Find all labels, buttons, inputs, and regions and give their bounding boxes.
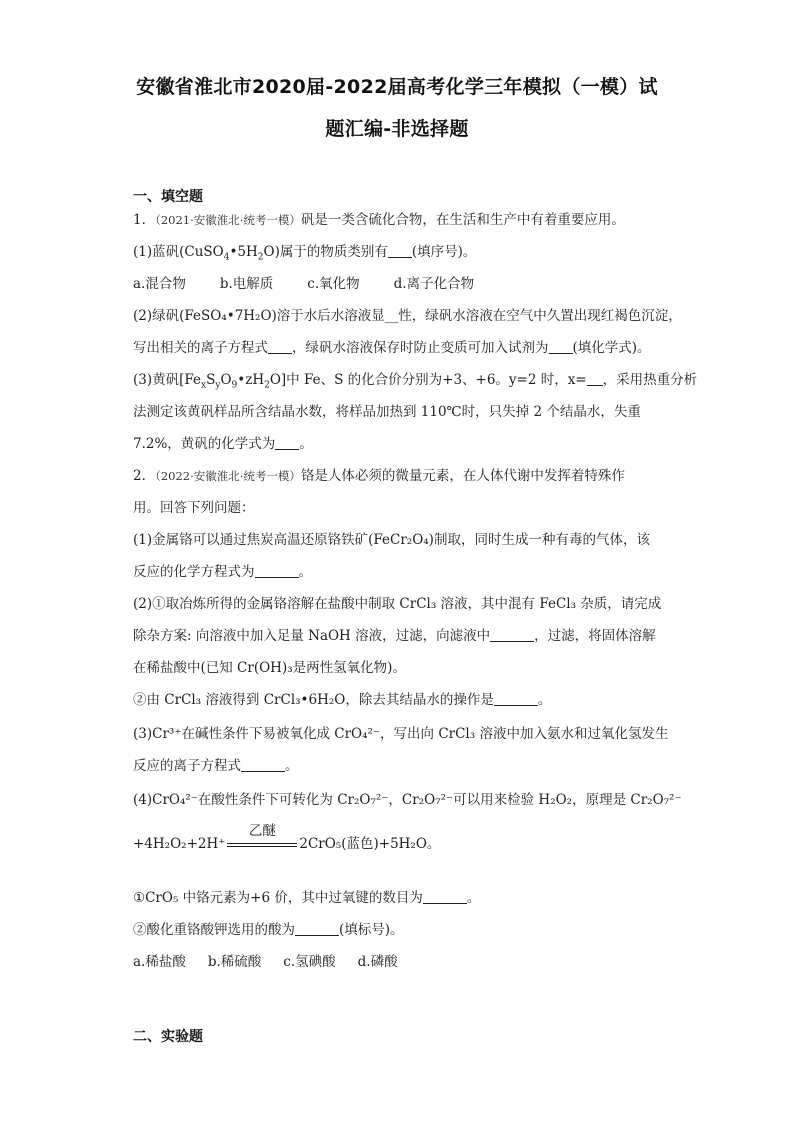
q2-p2-text-c: ②由 CrCl₃ 溶液得到 CrCl₃•6H₂O，除去其结晶水的操作是 [133, 692, 494, 708]
q2-p2-text-b: ，过滤，将固体溶解 [534, 628, 656, 644]
q2-p1-text-b: 。 [298, 564, 312, 580]
q2-number: 2． [133, 468, 156, 484]
q2-option-c[interactable]: c.氢碘酸 [283, 954, 336, 970]
equation-left: +4H₂O₂+2H⁺ [133, 836, 226, 852]
q1-part2-line2 [133, 338, 651, 358]
q2-option-d[interactable]: d.磷酸 [357, 954, 398, 970]
q1-p1-text-a: (1)蓝矾(CuSO [133, 244, 224, 260]
q1-p3-text-e: O]中 Fe、S 的化合价分别为+3、+6。y=2 时，x= [269, 372, 587, 388]
document-title-line2: 题汇编-非选择题 [325, 118, 469, 140]
q1-p3-text-f: ，采用热重分析 [602, 372, 698, 388]
answer-blank[interactable] [423, 889, 467, 904]
q1-stem [133, 210, 625, 230]
q1-p2-text-b: ，绿矾水溶液保存时防止变质可加入试剂为 [292, 340, 549, 356]
document-title-line1: 安徽省淮北市2020届-2022届高考化学三年模拟（一模）试 [136, 76, 658, 98]
q1-p3-text-a: (3)黄矾[Fe [133, 372, 202, 388]
answer-blank[interactable] [490, 627, 534, 642]
answer-blank[interactable] [241, 757, 285, 772]
q1-p2-text-c: (填化学式)。 [572, 340, 651, 356]
q1-option-c[interactable]: c.氧化物 [307, 276, 360, 292]
section-heading-experiment: 二、实验题 [133, 1029, 203, 1045]
q1-part3-line1: (3)黄矾$[Fe_xS_yO_9•zH_2O]$中 Fe、S 的化合价分别为+3、+6。y=2 时，x= ，采用热重分析 [133, 372, 698, 391]
q1-part3-line3 [133, 434, 313, 454]
q1-p1-text-d: (填序号)。 [411, 244, 477, 260]
q2-p2-text-d: 。 [537, 692, 552, 708]
q2-option-b[interactable]: b.稀硫酸 [207, 954, 262, 970]
q2-p3-text-b: 。 [285, 758, 299, 774]
q1-number: 1． [133, 212, 156, 228]
q2-part2-line1: (2)①取冶炼所得的金属铬溶解在盐酸中制取 CrCl₃ 溶液，其中混有 FeCl₃ 杂质，请完成 [133, 596, 662, 612]
q1-p3-text-g: 7.2%，黄矾的化学式为 [133, 436, 276, 452]
q2-part2-line2 [133, 626, 656, 646]
reaction-equation [133, 822, 441, 855]
q2-p4-text-b: 。 [466, 890, 481, 906]
q2-part1-line1: (1)金属铬可以通过焦炭高温还原铬铁矿(FeCr₂O₄)制取，同时生成一种有毒的气体，该 [133, 532, 650, 548]
answer-blank[interactable] [268, 339, 292, 354]
q2-p1-text-a: 反应的化学方程式为 [133, 564, 255, 580]
q1-part3-line2: 法测定该黄矾样品所含结晶水数，将样品加热到 110℃时，只失掉 2 个结晶水，失重 [133, 404, 641, 420]
q2-part2-line4 [133, 690, 551, 710]
answer-blank[interactable] [494, 691, 538, 706]
q2-options [133, 952, 420, 972]
equation-arrow [227, 822, 297, 855]
answer-blank[interactable] [275, 435, 299, 450]
q1-option-b[interactable]: b.电解质 [219, 276, 274, 292]
q1-p3-text-c: O [220, 372, 232, 388]
q2-p4-text-c: ②酸化重铬酸钾选用的酸为 [133, 922, 295, 938]
q2-p2-text-a: 除杂方案: 向溶液中加入足量 NaOH 溶液，过滤，向滤液中 [133, 628, 491, 644]
answer-blank[interactable] [549, 339, 573, 354]
q2-part4-q1 [133, 888, 480, 908]
q1-p3-text-h: 。 [299, 436, 313, 452]
q1-p1-text-c: O)属于的物质类别有 [263, 244, 388, 260]
q1-stem-text: 矾是一类含硫化合物，在生活和生产中有着重要应用。 [300, 212, 625, 228]
answer-blank[interactable] [295, 921, 339, 936]
equation-condition: 乙醚 [248, 822, 276, 839]
q2-part3-line1: (3)Cr³⁺在碱性条件下易被氧化成 CrO₄²⁻，写出向 CrCl₃ 溶液中加入氨水和过氧化氢发生 [133, 726, 669, 742]
q2-stem-text: 铬是人体必须的微量元素，在人体代谢中发挥着特殊作 [300, 468, 625, 484]
q1-p3-text-d: •zH [237, 372, 265, 388]
q1-source: （2021·安徽淮北·统考一模） [155, 213, 301, 227]
answer-blank[interactable] [255, 563, 299, 578]
q1-part1: (1)蓝矾$(CuSO_4•5H_2O)$属于的物质类别有 (填序号)。 [133, 244, 477, 263]
q2-stem-line2: 用。回答下列问题： [133, 500, 255, 516]
q1-option-d[interactable]: d.离子化合物 [393, 276, 475, 292]
q1-p3-text-b: S [206, 372, 216, 388]
q1-part2-line1: (2)绿矾(FeSO₄•7H₂O)溶于水后水溶液显__性，绿矾水溶液在空气中久置出现红褐色沉淀， [133, 308, 682, 324]
q2-source: （2022·安徽淮北·统考一模） [155, 469, 301, 483]
section-heading-fill-in: 一、填空题 [133, 189, 203, 205]
q2-p4-text-a: ①CrO₅ 中铬元素为+6 价，其中过氧键的数目为 [133, 890, 423, 906]
q1-option-a[interactable]: a.混合物 [133, 276, 186, 292]
q2-part3-line2 [133, 756, 299, 776]
q2-part2-line3: 在稀盐酸中(已知 Cr(OH)₃是两性氢氧化物)。 [133, 660, 406, 676]
q2-part1-line2 [133, 562, 312, 582]
q2-p3-text-a: 反应的离子方程式 [133, 758, 241, 774]
q2-option-a[interactable]: a.稀盐酸 [133, 954, 186, 970]
q2-p4-text-d: (填标号)。 [339, 922, 404, 938]
q2-part4-q2 [133, 920, 404, 940]
equation-right: 2CrO₅(蓝色)+5H₂O。 [299, 836, 441, 852]
answer-blank[interactable] [388, 243, 412, 258]
q1-options [133, 274, 508, 294]
q2-part4-line1: (4)CrO₄²⁻在酸性条件下可转化为 Cr₂O₇²⁻，Cr₂O₇²⁻可以用来检验 H₂O₂，原理是 Cr₂O₇²⁻ [133, 792, 682, 808]
q1-p2-text-a: 写出相关的离子方程式 [133, 340, 268, 356]
q1-p1-text-b: •5H [229, 244, 258, 260]
answer-blank[interactable] [587, 371, 603, 386]
q2-stem [133, 466, 625, 486]
